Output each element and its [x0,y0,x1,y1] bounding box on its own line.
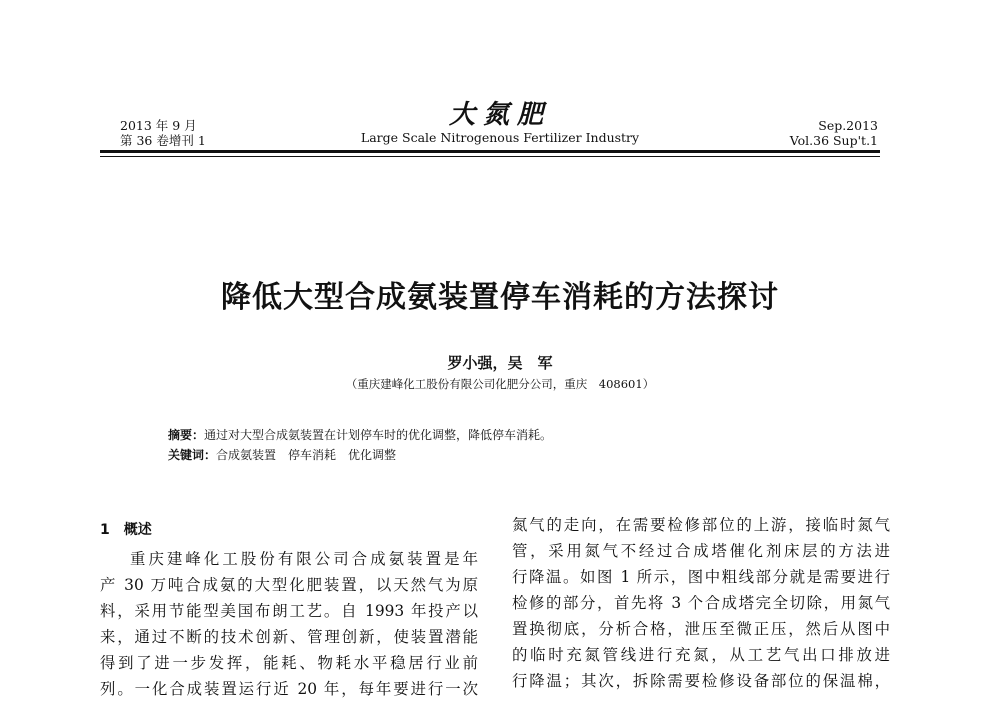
issue-date: 2013 年 9 月 [120,118,197,133]
keywords [168,445,396,465]
body-column-right [512,512,890,694]
paragraph-line: 氮气的走向，在需要检修部位的上游，接临时氮气 [512,516,890,534]
paragraph-line: 行降温。如图 1 所示，图中粗线部分就是需要进行 [512,568,890,586]
article-affiliation: （重庆建峰化工股份有限公司化肥分公司，重庆 408601） [345,377,655,391]
section-heading: 1 概述 [100,522,152,538]
issue-date-en: Sep.2013 [818,118,878,133]
paragraph-line: 料，采用节能型美国布朗工艺。自 1993 年投产以 [100,602,478,620]
paragraph-line: 的临时充氮管线进行充氮，从工艺气出口排放进 [512,646,890,664]
header-rule-thin [100,156,880,157]
abstract [168,425,552,445]
abstract-label: 摘要： [168,428,205,442]
article-title: 降低大型合成氨装置停车消耗的方法探讨 [221,280,779,315]
paragraph-line: 行降温；其次，拆除需要检修设备部位的保温棉， [512,672,890,690]
paragraph-line: 得到了进一步发挥，能耗、物耗水平稳居行业前 [100,654,478,672]
paragraph-line: 来，通过不断的技术创新、管理创新，使装置潜能 [100,628,478,646]
paragraph-line: 置换彻底，分析合格，泄压至微正压，然后从图中 [512,620,890,638]
article-authors: 罗小强，吴 军 [447,354,553,372]
body-column-left [100,520,478,702]
paragraph-line: 列。一化合成装置运行近 20 年，每年要进行一次 [100,680,478,698]
header-right [790,118,878,148]
volume-issue: 第 36 卷增刊 1 [120,133,206,148]
journal-english-name: Large Scale Nitrogenous Fertilizer Industry [360,130,640,145]
paragraph-line: 重庆建峰化工股份有限公司合成氨装置是年 [130,550,478,568]
abstract-text: 通过对大型合成氨装置在计划停车时的优化调整，降低停车消耗。 [204,428,553,442]
volume-issue-en: Vol.36 Sup't.1 [789,133,878,148]
paragraph-line: 检修的部分，首先将 3 个合成塔完全切除，用氮气 [512,594,890,612]
header-rule-thick [100,150,880,153]
paragraph-line: 产 30 万吨合成氨的大型化肥装置，以天然气为原 [100,576,478,594]
keywords-text: 合成氨装置 停车消耗 优化调整 [216,448,397,462]
paragraph-line: 管，采用氮气不经过合成塔催化剂床层的方法进 [512,542,890,560]
keywords-label: 关键词： [168,448,217,462]
journal-logo: 大氮肥 [448,100,551,130]
